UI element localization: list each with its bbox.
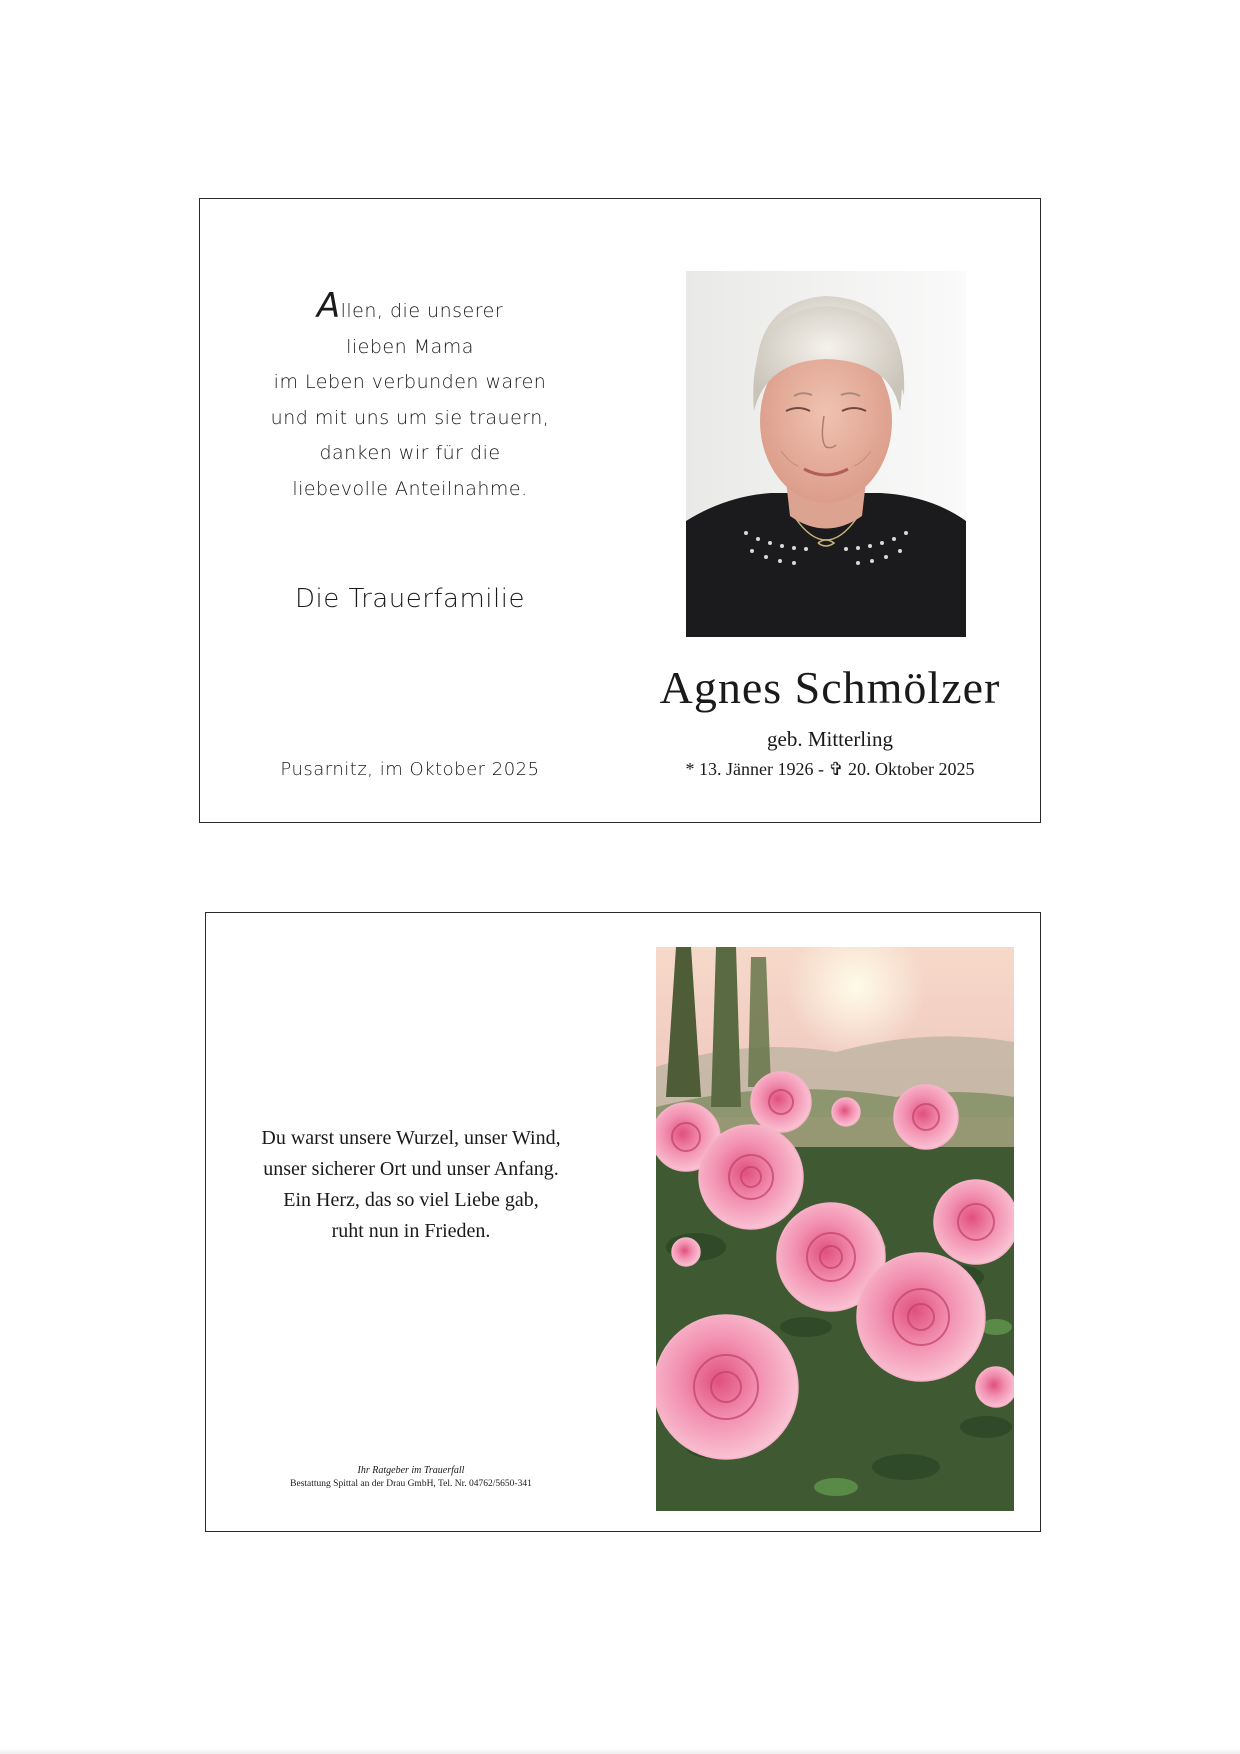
life-dates: * 13. Jänner 1926 - ✞ 20. Oktober 2025 <box>685 759 975 779</box>
poem-line-2: unser sicherer Ort und unser Anfang. <box>263 1158 559 1180</box>
family-signature: Die Trauerfamilie <box>295 584 525 614</box>
pink-roses-photo <box>656 947 1014 1511</box>
thanks-line-6: liebevolle Anteilnahme. <box>292 477 528 500</box>
deceased-name: Agnes Schmölzer <box>659 662 1001 713</box>
scan-edge <box>0 1748 1240 1754</box>
memorial-card-back <box>205 912 1041 1532</box>
poem-line-4: ruht nun in Frieden. <box>331 1220 491 1242</box>
memorial-card-front <box>199 198 1041 823</box>
thanks-line-3: im Leben verbunden waren <box>273 371 547 393</box>
poem-line-1: Du warst unsere Wurzel, unser Wind, <box>261 1127 561 1149</box>
portrait-photo <box>686 271 966 637</box>
thanks-line-4: und mit uns um sie trauern, <box>270 406 550 429</box>
undertaker-info: Bestattung Spittal an der Drau GmbH, Tel. Nr. 04762/5650-341 <box>290 1479 532 1489</box>
poem-line-3: Ein Herz, das so viel Liebe gab, <box>283 1189 539 1211</box>
thanks-message <box>260 286 560 507</box>
place-date: Pusarnitz, im Oktober 2025 <box>280 759 540 780</box>
undertaker-slogan: Ihr Ratgeber im Trauerfall <box>357 1465 465 1476</box>
maiden-name: geb. Mitterling <box>767 727 893 751</box>
thanks-line-2: lieben Mama <box>346 335 474 358</box>
thanks-line-5: danken wir für die <box>319 442 501 464</box>
memorial-poem <box>226 1123 596 1247</box>
thanks-line-1: Allen, die unserer <box>316 286 504 326</box>
